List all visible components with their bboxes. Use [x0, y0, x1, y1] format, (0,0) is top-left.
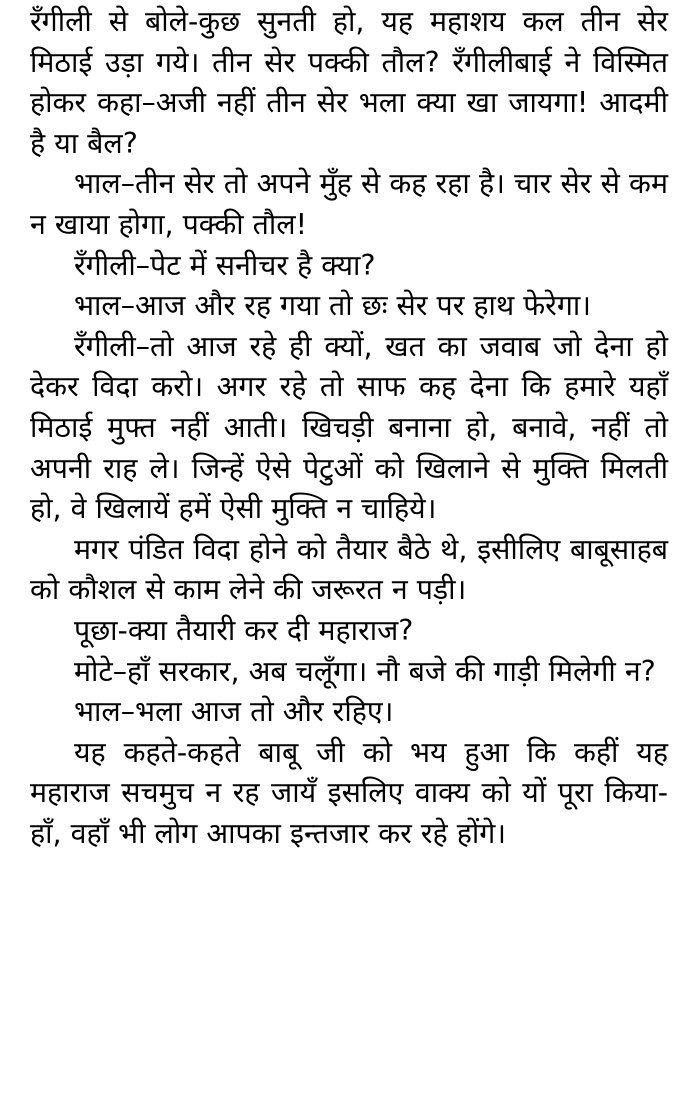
paragraph: रँगीली–पेट में सनीचर है क्या? — [74, 248, 376, 282]
paragraph: यह कहते-कहते बाबू जी को भय हुआ कि कहीं यह महाराज सचमुच न रह जायँ इसलिए वाक्य को यों पूरा किया-हाँ, वहाँ भी लोग आपका इन्तजार कर रहे होंगे। — [30, 735, 668, 850]
page-body — [30, 2, 668, 854]
paragraph: पूछा-क्या तैयारी कर दी महाराज? — [74, 613, 414, 647]
paragraph: भाल–आज और रह गया तो छः सेर पर हाथ फेरेगा। — [74, 289, 592, 323]
paragraph: रँगीली–तो आज रहे ही क्यों, खत का जवाब जो देना हो देकर विदा करो। अगर रहे तो साफ कह देना कि हमारे यहाँ मिठाई मुफ्त नहीं आती। खिचड़ी बनाना हो, बनावे, नहीं तो अपनी राह ले। जिन्हें ऐसे पेटुओं को खिलाने से मुक्ति मिलती हो, वे खिलायें हमें ऐसी मुक्ति न चाहिये। — [30, 329, 668, 526]
paragraph: मोटे–हाँ सरकार, अब चलूँगा। नौ बजे की गाड़ी मिलेगी न? — [74, 654, 656, 688]
paragraph: भाल–भला आज तो और रहिए। — [74, 695, 394, 729]
paragraph: रँगीली से बोले-कुछ सुनती हो, यह महाशय कल तीन सेर मिठाई उड़ा गये। तीन सेर पक्की तौल? रँगीलीबाई ने विस्मित होकर कहा–अजी नहीं तीन सेर भला क्या खा जायगा! आदमी है या बैल? — [30, 5, 668, 160]
paragraph: भाल–तीन सेर तो अपने मुँह से कह रहा है। चार सेर से कम न खाया होगा, पक्की तौल! — [30, 167, 668, 241]
paragraph: मगर पंडित विदा होने को तैयार बैठे थे, इसीलिए बाबूसाहब को कौशल से काम लेने की जरूरत न पड़ी। — [30, 532, 668, 607]
